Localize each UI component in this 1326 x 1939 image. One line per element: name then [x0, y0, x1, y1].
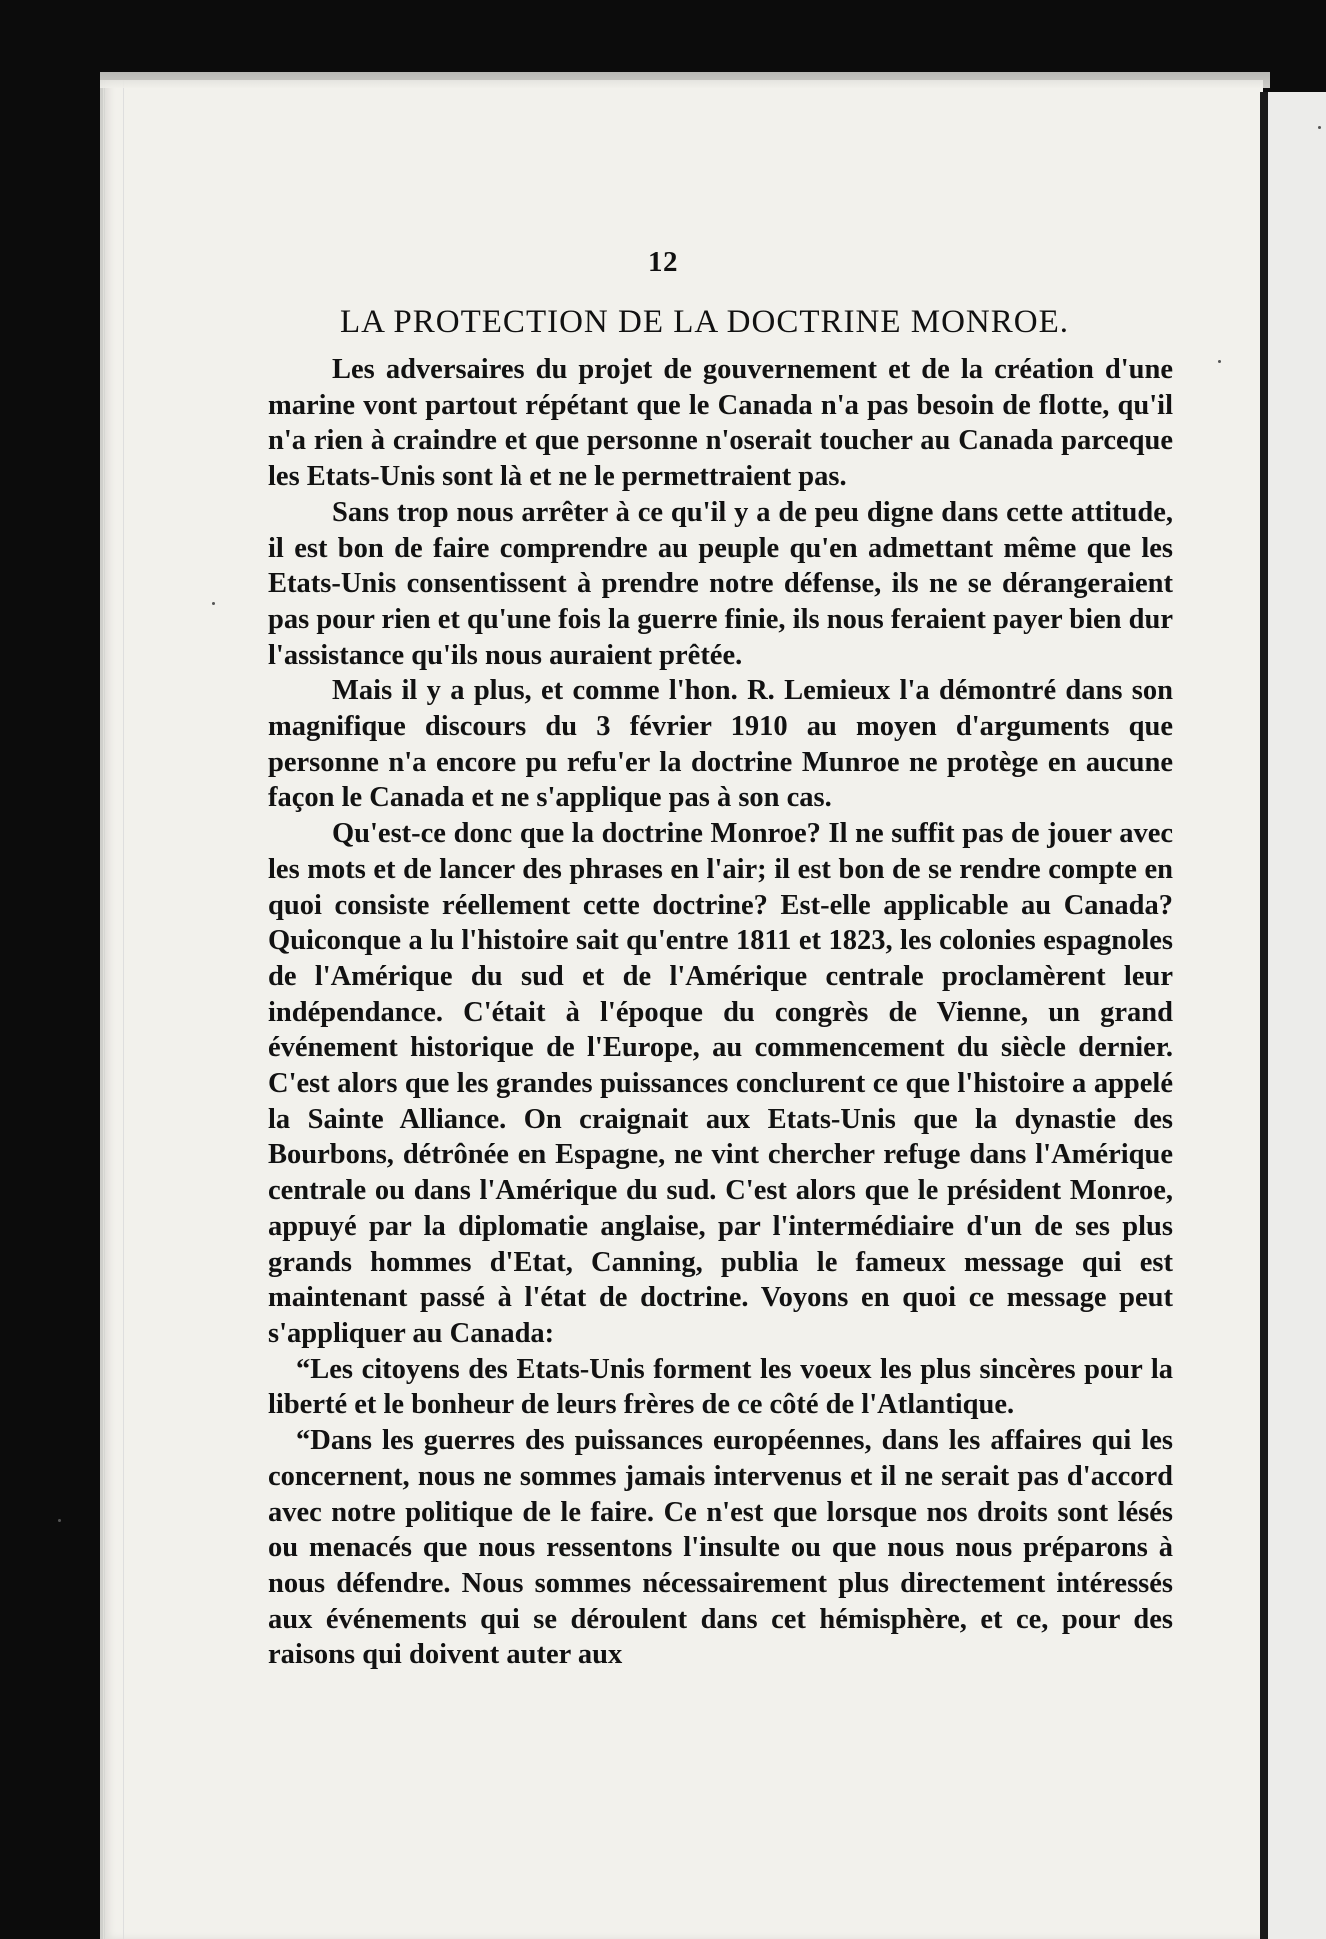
- paragraph-4: Qu'est-ce donc que la doctrine Monroe? Il ne suffit pas de jouer avec les mots et de lancer des phrases en l'air; il est bon de se rendre compte en quoi consiste réellement cette doctrine? Est-elle applicable au Canada? Quiconque a lu l'histoire sait qu'entre 1811 et 1823, les colonies espagnoles de l'Amérique du sud et de l'Amérique centrale proclamèrent leur indépendance. C'était à l'époque du congrès de Vienne, un grand événement historique de l'Europe, au commencement du siècle dernier. C'est alors que les grandes puissances conclurent ce que l'histoire a appelé la Sainte Alliance. On craignait aux Etats-Unis que la dynastie des Bourbons, détrônée en Espagne, ne vint chercher refuge dans l'Amérique centrale ou dans l'Amérique du sud. C'est alors que le président Monroe, appuyé par la diplomatie anglaise, par l'intermédiaire d'un de ses plus grands hommes d'Etat, Canning, publia le fameux message qui est maintenant passé à l'état de doctrine. Voyons en quoi ce message peut s'appliquer au Canada:: [268, 818, 1173, 1349]
- scan-speck: [58, 1519, 61, 1522]
- document-body: [268, 352, 1173, 1673]
- quote-paragraph-1: “Les citoyens des Etats-Unis forment les voeux les plus sincères pour la liberté et le bonheur de leurs frères de ce côté de l'Atlantique.: [268, 1353, 1173, 1421]
- scan-top-shadow: [100, 72, 1270, 88]
- quote-paragraph-2: “Dans les guerres des puissances européennes, dans les affaires qui les concernent, nous ne sommes jamais intervenus et il ne serait pas d'accord avec notre politique de le faire. Ce n'est que lorsque nos droits sont lésés ou menacés que nous ressentons l'insulte ou que nous nous préparons à nous défendre. Nous sommes nécessairement plus directement intéressés aux événements qui se déroulent dans cet hémisphère, et ce, pour des raisons qui doivent auter aux: [268, 1425, 1173, 1671]
- chapter-title: LA PROTECTION DE LA DOCTRINE MONROE.: [340, 304, 1069, 340]
- page-gutter: [1260, 92, 1268, 1939]
- paragraph-3: Mais il y a plus, et comme l'hon. R. Lemieux l'a démontré dans son magnifique discours du 3 février 1910 au moyen d'arguments que personne n'a encore pu refu'er la doctrine Munroe ne protège en aucune façon le Canada et ne s'applique pas à son cas.: [268, 675, 1173, 814]
- adjacent-page-strip: [1268, 92, 1326, 1939]
- paragraph-1: Les adversaires du projet de gouvernement et de la création d'une marine vont partout répétant que le Canada n'a pas besoin de flotte, qu'il n'a rien à craindre et que personne n'oserait toucher au Canada parceque les Etats-Unis sont là et ne le permettraient pas.: [268, 354, 1173, 493]
- scan-speck: [1318, 126, 1321, 129]
- page-number: 12: [648, 246, 678, 278]
- scan-speck: [212, 602, 215, 605]
- page-edge: [104, 80, 124, 1939]
- scan-speck: [1218, 360, 1221, 363]
- paragraph-2: Sans trop nous arrêter à ce qu'il y a de peu digne dans cette attitude, il est bon de faire comprendre au peuple qu'en admettant même que les Etats-Unis consentissent à prendre notre défense, ils ne se dérangeraient pas pour rien et qu'une fois la guerre finie, ils nous feraient payer bien dur l'assistance qu'ils nous auraient prêtée.: [268, 496, 1173, 671]
